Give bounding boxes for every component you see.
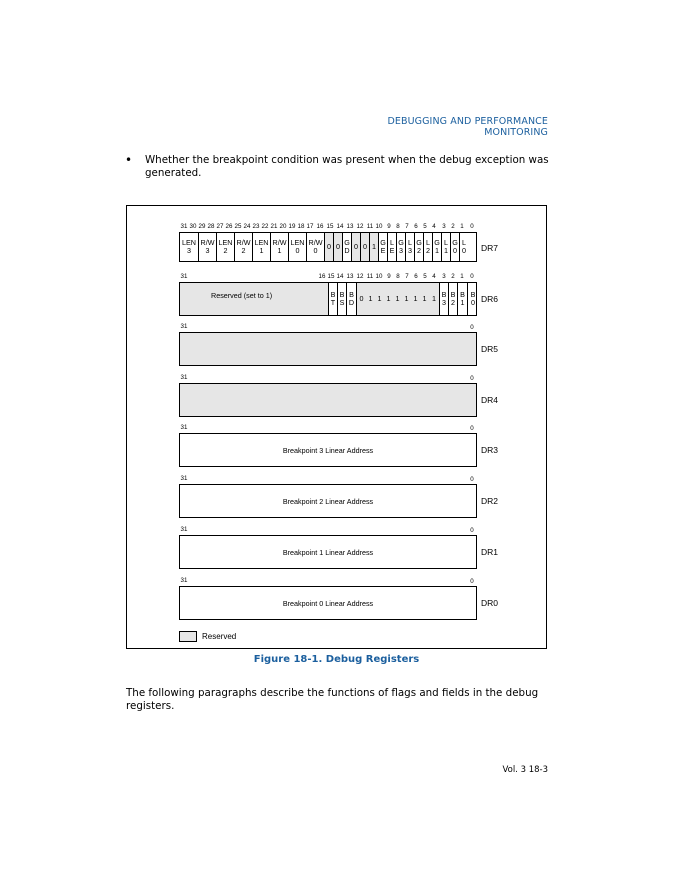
- dr6-bit-number: 16: [318, 273, 326, 280]
- dr7-bit-number: 23: [252, 223, 260, 230]
- dr6-bit-number: 6: [414, 273, 418, 280]
- dr6-bit-number: 12: [356, 273, 364, 280]
- dr7-bit-number: 12: [356, 223, 364, 230]
- dr3-bit-low: 0: [470, 425, 474, 432]
- dr7-bit-number: 18: [297, 223, 305, 230]
- dr7-field: LEN 2: [216, 233, 234, 261]
- dr7-field: 0: [333, 233, 342, 261]
- dr6-bit-number: 2: [451, 273, 455, 280]
- dr7-register-box: [179, 232, 477, 262]
- dr0-register-box: [179, 586, 477, 620]
- dr7-bit-number: 6: [414, 223, 418, 230]
- dr7-field: L 3: [405, 233, 414, 261]
- dr7-bit-number: 20: [279, 223, 287, 230]
- dr6-bit-number: 1: [460, 273, 464, 280]
- dr6-bit-number: 8: [396, 273, 400, 280]
- dr7-bit-number: 13: [346, 223, 354, 230]
- dr7-field: R/W 2: [234, 233, 252, 261]
- dr7-bit-number: 30: [189, 223, 197, 230]
- dr0-bit-high: 31: [180, 577, 188, 584]
- dr7-field: LEN 3: [182, 238, 196, 255]
- dr6-field: B 0: [467, 283, 478, 315]
- legend-reserved-label: Reserved: [202, 632, 237, 641]
- dr4-bit-low: 0: [470, 375, 474, 382]
- dr7-field: R/W 0: [306, 233, 324, 261]
- dr7-field: G D: [342, 233, 351, 261]
- dr6-field: Reserved (set to 1): [180, 283, 328, 315]
- dr3-register-label: Breakpoint 3 Linear Address: [282, 445, 374, 455]
- dr7-field: G 1: [432, 233, 441, 261]
- dr6-bit-number: 15: [327, 273, 335, 280]
- dr6-register-box: [179, 282, 477, 316]
- dr7-bit-number: 27: [216, 223, 224, 230]
- dr7-bit-number: 7: [405, 223, 409, 230]
- dr1-register-label: Breakpoint 1 Linear Address: [282, 547, 374, 557]
- dr7-field: G 2: [414, 233, 423, 261]
- legend-reserved-swatch: [179, 631, 197, 642]
- dr3-register-name: DR3: [481, 445, 499, 455]
- dr7-field: 0: [324, 233, 333, 261]
- dr7-field: LEN 1: [252, 233, 270, 261]
- dr7-bit-number: 29: [198, 223, 206, 230]
- bullet-icon: •: [125, 153, 133, 167]
- dr6-register-name: DR6: [481, 294, 499, 304]
- dr7-field: G E: [378, 233, 387, 261]
- page-footer: Vol. 3 18-3: [502, 765, 548, 775]
- dr7-bit-number: 2: [451, 223, 455, 230]
- dr6-field: 1: [393, 283, 402, 315]
- dr7-bit-number: 17: [306, 223, 314, 230]
- dr0-bit-low: 0: [470, 578, 474, 585]
- dr5-bit-high: 31: [180, 323, 188, 330]
- dr2-register-label: Breakpoint 2 Linear Address: [282, 496, 374, 506]
- dr3-bit-high: 31: [180, 424, 188, 431]
- dr7-field: 0: [351, 233, 360, 261]
- dr7-field: R/W 3: [198, 233, 216, 261]
- dr6-field: 1: [420, 283, 429, 315]
- dr6-bit-number: 13: [346, 273, 354, 280]
- dr4-register-name: DR4: [481, 395, 499, 405]
- dr2-bit-high: 31: [180, 475, 188, 482]
- dr6-field: 0: [356, 283, 366, 315]
- dr7-bit-number: 28: [207, 223, 215, 230]
- dr7-bit-number: 22: [261, 223, 269, 230]
- dr6-field: 1: [429, 283, 439, 315]
- dr6-field: 1: [402, 283, 411, 315]
- dr6-bit-number: 14: [336, 273, 344, 280]
- dr1-register-name: DR1: [481, 547, 499, 557]
- dr6-field: B 3: [439, 283, 448, 315]
- dr1-register-box: [179, 535, 477, 569]
- dr7-field: G 3: [396, 233, 405, 261]
- dr1-bit-high: 31: [180, 526, 188, 533]
- dr6-bit-number: 10: [375, 273, 383, 280]
- page-header-title: DEBUGGING AND PERFORMANCE MONITORING: [387, 116, 548, 138]
- dr7-bit-number: 14: [336, 223, 344, 230]
- dr6-bit-number: 11: [366, 273, 374, 280]
- dr0-register-label: Breakpoint 0 Linear Address: [282, 598, 374, 608]
- dr1-bit-low: 0: [470, 527, 474, 534]
- dr7-field: L 2: [423, 233, 432, 261]
- dr7-field: G 0: [450, 233, 459, 261]
- dr7-bit-number: 11: [366, 223, 374, 230]
- dr6-bit-number: 3: [442, 273, 446, 280]
- dr4-register-box: [179, 383, 477, 417]
- dr6-bit-number: 0: [470, 273, 474, 280]
- dr7-bit-number: 8: [396, 223, 400, 230]
- dr7-field: 0: [360, 233, 369, 261]
- dr6-bit-number: 31: [180, 273, 188, 280]
- dr7-bit-number: 15: [326, 223, 334, 230]
- dr7-field: LEN 0: [288, 233, 306, 261]
- dr6-field: 1: [411, 283, 420, 315]
- dr7-field: L 1: [441, 233, 450, 261]
- dr7-bit-number: 1: [460, 223, 464, 230]
- bullet-text: Whether the breakpoint condition was present when the debug exception was generated.: [145, 154, 549, 179]
- dr6-field: 1: [384, 283, 393, 315]
- dr2-register-box: [179, 484, 477, 518]
- dr7-field: R/W 1: [270, 233, 288, 261]
- dr6-bit-number: 7: [405, 273, 409, 280]
- dr6-bit-number: 4: [432, 273, 436, 280]
- dr6-bit-number: 5: [423, 273, 427, 280]
- dr7-bit-number: 25: [234, 223, 242, 230]
- dr6-field: B S: [337, 283, 346, 315]
- dr7-bit-number: 19: [288, 223, 296, 230]
- dr7-bit-number: 26: [225, 223, 233, 230]
- dr7-field: 1: [369, 233, 378, 261]
- dr0-register-name: DR0: [481, 598, 499, 608]
- dr5-register-label: [180, 333, 476, 365]
- dr4-bit-high: 31: [180, 374, 188, 381]
- figure-caption: Figure 18-1. Debug Registers: [253, 654, 420, 665]
- dr7-field: L 0: [459, 233, 468, 261]
- dr2-bit-low: 0: [470, 476, 474, 483]
- dr4-register-label: [180, 384, 476, 416]
- dr5-register-box: [179, 332, 477, 366]
- dr7-bit-number: 5: [423, 223, 427, 230]
- dr6-field: B D: [346, 283, 356, 315]
- dr6-field: 1: [375, 283, 384, 315]
- dr7-bit-number: 9: [387, 223, 391, 230]
- dr2-register-name: DR2: [481, 496, 499, 506]
- dr7-bit-number: 10: [375, 223, 383, 230]
- dr7-bit-number: 4: [432, 223, 436, 230]
- dr7-bit-number: 21: [270, 223, 278, 230]
- dr7-bit-number: 31: [180, 223, 188, 230]
- dr6-field: B 1: [457, 283, 467, 315]
- dr7-register-name: DR7: [481, 243, 499, 253]
- dr7-bit-number: 3: [442, 223, 446, 230]
- dr6-field: 1: [366, 283, 375, 315]
- dr7-bit-number: 24: [243, 223, 251, 230]
- dr7-bit-number: 0: [470, 223, 474, 230]
- dr6-bit-number: 9: [387, 273, 391, 280]
- dr6-field: B T: [328, 283, 337, 315]
- body-paragraph: The following paragraphs describe the functions of flags and fields in the debug registers.: [126, 687, 539, 712]
- dr7-bit-number: 16: [316, 223, 324, 230]
- dr5-register-name: DR5: [481, 344, 499, 354]
- dr5-bit-low: 0: [470, 324, 474, 331]
- dr6-field: B 2: [448, 283, 457, 315]
- dr3-register-box: [179, 433, 477, 467]
- dr7-field: L E: [387, 233, 396, 261]
